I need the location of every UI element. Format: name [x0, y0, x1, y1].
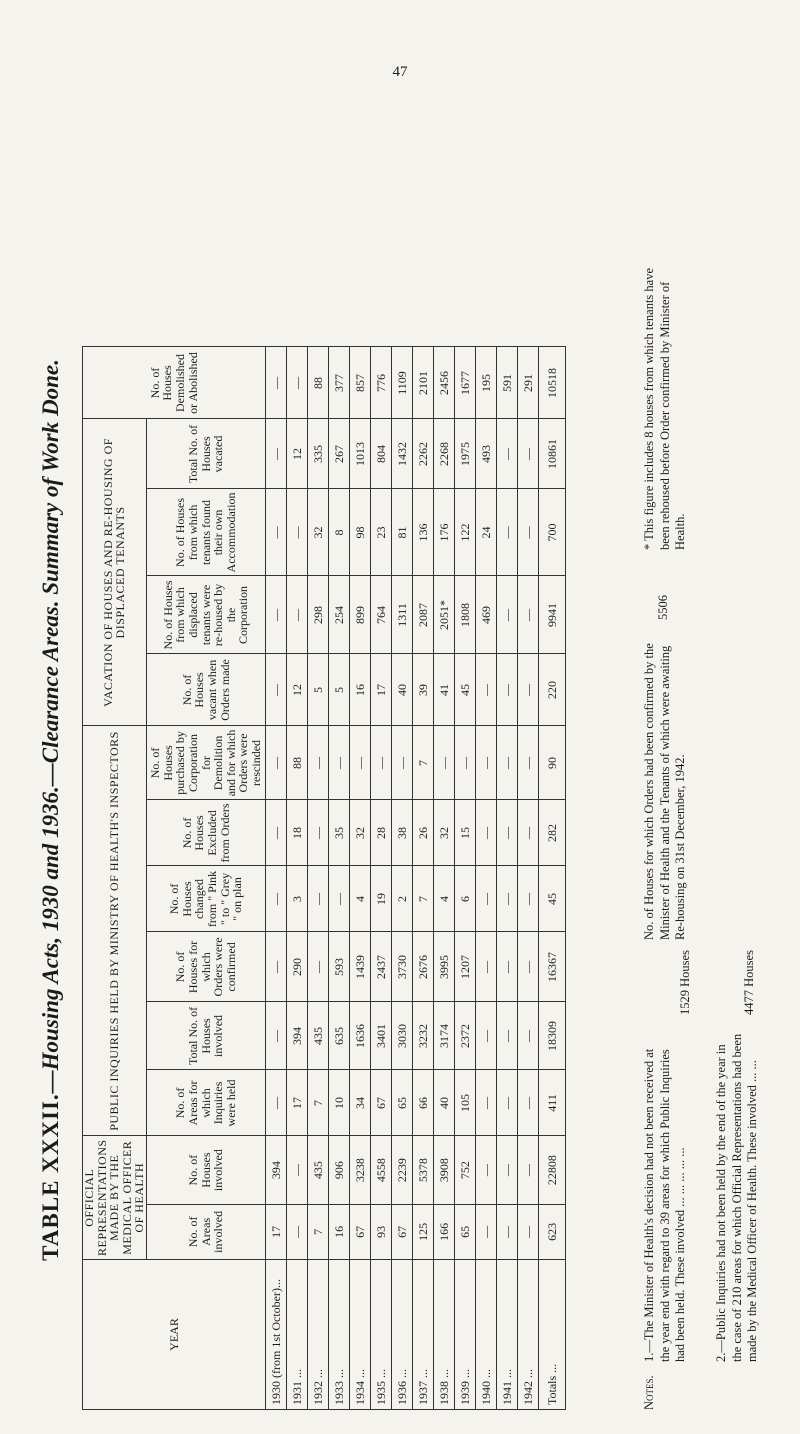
table-cell: — [496, 1136, 517, 1204]
total-cell: 623 [538, 1204, 565, 1259]
table-cell: 35 [328, 800, 349, 866]
table-cell: — [517, 932, 538, 1002]
col-header: Total No. of Houses vacated [146, 419, 265, 489]
year-cell: 1935 ... [370, 1260, 391, 1410]
table-cell: — [307, 726, 328, 800]
table-cell: 122 [454, 489, 475, 576]
table-cell: 2262 [412, 419, 433, 489]
table-cell: 1975 [454, 419, 475, 489]
table-row [475, 347, 496, 1410]
table-row [349, 347, 370, 1410]
table-cell: 41 [433, 654, 454, 726]
table-cell: 18 [286, 800, 307, 866]
year-cell: 1942 ... [517, 1260, 538, 1410]
table-cell: 1808 [454, 576, 475, 654]
table-cell: 377 [328, 347, 349, 419]
year-cell: 1941 ... [496, 1260, 517, 1410]
table-cell: 857 [349, 347, 370, 419]
table-cell: — [370, 726, 391, 800]
col-header: No. of Areas for which Inquiries were held [146, 1070, 265, 1136]
table-cell: — [433, 726, 454, 800]
table-cell: — [265, 419, 286, 489]
table-cell: 591 [496, 347, 517, 419]
table-cell: 899 [349, 576, 370, 654]
table-cell: — [517, 800, 538, 866]
table-cell: — [286, 576, 307, 654]
table-cell: 23 [370, 489, 391, 576]
table-cell: 290 [286, 932, 307, 1002]
group-vacation: VACATION OF HOUSES AND RE-HOUSING OF DISPLACED TENANTS [83, 419, 147, 726]
table-cell: 65 [391, 1070, 412, 1136]
table-row [391, 347, 412, 1410]
total-cell: 282 [538, 800, 565, 866]
table-cell: 93 [370, 1204, 391, 1259]
table-cell: 469 [475, 576, 496, 654]
note-3: No. of Houses for which Orders had been confirmed by the Minister of Health and the Tenants of which were awaiting Re-housing on 31st December, 1942. [642, 643, 688, 940]
table-cell: 16 [349, 654, 370, 726]
table-cell: — [517, 419, 538, 489]
table-cell: — [286, 489, 307, 576]
table-row [496, 347, 517, 1410]
col-header: Total No. of Houses involved [146, 1002, 265, 1070]
table-cell: — [475, 726, 496, 800]
table-cell: 493 [475, 419, 496, 489]
table-cell: — [475, 654, 496, 726]
table-cell: 3401 [370, 1002, 391, 1070]
table-cell: — [328, 726, 349, 800]
table-cell: 166 [433, 1204, 454, 1259]
table-cell: 66 [412, 1070, 433, 1136]
table-cell: — [496, 726, 517, 800]
table-cell: 394 [265, 1136, 286, 1204]
table-cell: 2372 [454, 1002, 475, 1070]
table-cell: 19 [370, 866, 391, 932]
table-row [412, 347, 433, 1410]
table-cell: — [496, 866, 517, 932]
table-cell: — [265, 576, 286, 654]
table-cell: — [454, 726, 475, 800]
year-cell: 1930 (from 1st October)... [265, 1260, 286, 1410]
rotated-page [32, 210, 772, 1410]
total-cell: 220 [538, 654, 565, 726]
table-cell: 1311 [391, 576, 412, 654]
table-cell: 435 [307, 1136, 328, 1204]
table-cell: 3030 [391, 1002, 412, 1070]
table-cell: — [517, 1136, 538, 1204]
table-cell: 40 [433, 1070, 454, 1136]
title-text: —Housing Acts, 1930 and 1936.—Clearance Areas. Summary of Work Done. [38, 359, 63, 1094]
table-cell: 136 [412, 489, 433, 576]
table-cell: 17 [265, 1204, 286, 1259]
table-cell: — [307, 800, 328, 866]
table-cell: — [349, 726, 370, 800]
table-cell: 195 [475, 347, 496, 419]
total-cell: 45 [538, 866, 565, 932]
table-row [328, 347, 349, 1410]
note-2-value: 4477 Houses [742, 950, 756, 1015]
table-cell: 764 [370, 576, 391, 654]
table-cell: 88 [286, 726, 307, 800]
table-cell: 17 [286, 1070, 307, 1136]
table-cell: 7 [307, 1204, 328, 1259]
table-cell: 12 [286, 419, 307, 489]
table-cell: — [475, 1204, 496, 1259]
table-row [517, 347, 538, 1410]
table-cell: — [475, 932, 496, 1002]
table-cell: 2087 [412, 576, 433, 654]
table-cell: 40 [391, 654, 412, 726]
clearance-table [82, 346, 566, 1410]
table-cell: 1432 [391, 419, 412, 489]
table-cell: — [517, 576, 538, 654]
table-cell: 10 [328, 1070, 349, 1136]
col-header: No. of Houses vacant when Orders made [146, 654, 265, 726]
title-prefix: TABLE XXXII. [38, 1093, 63, 1261]
table-cell: 176 [433, 489, 454, 576]
table-cell: 291 [517, 347, 538, 419]
year-cell: 1932 ... [307, 1260, 328, 1410]
table-cell: 2268 [433, 419, 454, 489]
group-inquiries: PUBLIC INQUIRIES HELD BY MINISTRY OF HEALTH'S INSPECTORS [83, 726, 147, 1136]
table-cell: — [475, 1136, 496, 1204]
table-cell: — [475, 866, 496, 932]
total-cell: 16367 [538, 932, 565, 1002]
table-cell: 3232 [412, 1002, 433, 1070]
table-cell: 4 [349, 866, 370, 932]
table-cell: — [265, 866, 286, 932]
table-cell: 5378 [412, 1136, 433, 1204]
col-header: No. of Houses changed from " Pink " to " Grey " on plan [146, 866, 265, 932]
table-cell: 1636 [349, 1002, 370, 1070]
table-cell: — [517, 489, 538, 576]
table-cell: 435 [307, 1002, 328, 1070]
table-cell: 38 [391, 800, 412, 866]
table-cell: 17 [370, 654, 391, 726]
table-cell: 3730 [391, 932, 412, 1002]
year-cell: 1940 ... [475, 1260, 496, 1410]
table-cell: — [475, 1070, 496, 1136]
table-cell: 15 [454, 800, 475, 866]
table-cell: — [517, 654, 538, 726]
table-cell: 1207 [454, 932, 475, 1002]
table-cell: — [286, 1136, 307, 1204]
total-cell: 9941 [538, 576, 565, 654]
year-header: YEAR [83, 1260, 266, 1410]
table-cell: — [496, 419, 517, 489]
year-cell: 1939 ... [454, 1260, 475, 1410]
table-cell: — [517, 866, 538, 932]
total-cell: 10518 [538, 347, 565, 419]
year-cell: 1936 ... [391, 1260, 412, 1410]
table-cell: — [307, 866, 328, 932]
table-cell: 906 [328, 1136, 349, 1204]
table-row [370, 347, 391, 1410]
table-cell: 1677 [454, 347, 475, 419]
table-cell: 298 [307, 576, 328, 654]
total-cell: 700 [538, 489, 565, 576]
table-cell: — [286, 347, 307, 419]
year-cell: 1938 ... [433, 1260, 454, 1410]
table-cell: — [265, 489, 286, 576]
table-cell: — [475, 1002, 496, 1070]
col-header: No. of Houses involved [146, 1136, 265, 1204]
year-cell: 1934 ... [349, 1260, 370, 1410]
table-cell: 81 [391, 489, 412, 576]
table-cell: — [496, 1002, 517, 1070]
table-cell: 394 [286, 1002, 307, 1070]
col-header: No. of Houses from which displaced tenants were re-housed by the Corporation [146, 576, 265, 654]
table-cell: — [307, 932, 328, 1002]
note-1-value: 1529 Houses [678, 950, 692, 1015]
group-official: OFFICIAL REPRESENTATIONS MADE BY THE MEDICAL OFFICER OF HEALTH [83, 1136, 147, 1260]
note-3-value: 5506 [656, 595, 670, 620]
table-cell: — [265, 1070, 286, 1136]
table-row [307, 347, 328, 1410]
table-cell: — [517, 726, 538, 800]
table-cell: — [496, 576, 517, 654]
table-cell: 98 [349, 489, 370, 576]
col-header: No. of Houses for which Orders were confirmed [146, 932, 265, 1002]
table-cell: 3 [286, 866, 307, 932]
table-cell: — [496, 489, 517, 576]
table-row [454, 347, 475, 1410]
note-footnote: * This figure includes 8 houses from which tenants have been rehoused before Order confirmed by Minister of Health. [642, 267, 688, 550]
table-cell: 2051* [433, 576, 454, 654]
col-header: No. of Houses Excluded from Orders [146, 800, 265, 866]
table-cell: 34 [349, 1070, 370, 1136]
table-title [38, 210, 64, 1410]
total-cell: 18309 [538, 1002, 565, 1070]
table-cell: 12 [286, 654, 307, 726]
table-cell: — [496, 1204, 517, 1259]
table-cell: 2 [391, 866, 412, 932]
table-cell: 32 [349, 800, 370, 866]
table-cell: 28 [370, 800, 391, 866]
col-header: No. of Areas involved [146, 1204, 265, 1259]
table-cell: — [517, 1002, 538, 1070]
table-cell: 3238 [349, 1136, 370, 1204]
table-row [433, 347, 454, 1410]
table-cell: 254 [328, 576, 349, 654]
total-cell: 411 [538, 1070, 565, 1136]
table-cell: — [265, 800, 286, 866]
notes-heading: Notes. [642, 1375, 656, 1410]
table-cell: 335 [307, 419, 328, 489]
year-cell: 1931 ... [286, 1260, 307, 1410]
table-cell: 752 [454, 1136, 475, 1204]
table-cell: 2239 [391, 1136, 412, 1204]
table-cell: 8 [328, 489, 349, 576]
table-cell: — [265, 347, 286, 419]
table-cell: — [496, 800, 517, 866]
col-header: No. of Houses purchased by Corporation for Demolition and for which Orders were rescinded [146, 726, 265, 800]
table-cell: 6 [454, 866, 475, 932]
total-cell: 90 [538, 726, 565, 800]
total-cell: 22808 [538, 1136, 565, 1204]
table-cell: 125 [412, 1204, 433, 1259]
table-cell: 1109 [391, 347, 412, 419]
col-header-demolished: No. of Houses Demolished or Abolished [83, 347, 266, 419]
table-cell: — [328, 866, 349, 932]
table-cell: 2676 [412, 932, 433, 1002]
table-cell: 39 [412, 654, 433, 726]
year-cell: 1937 ... [412, 1260, 433, 1410]
table-cell: 5 [328, 654, 349, 726]
col-header: No. of Houses from which tenants found their own Accommodation [146, 489, 265, 576]
table-cell: 776 [370, 347, 391, 419]
note-2: 2.—Public Inquiries had not been held by the end of the year in the case of 210 areas for which Official Representations had been made by the Medical Officer of Health. These involved ... ... [714, 1033, 760, 1362]
total-cell: 10861 [538, 419, 565, 489]
table-body [265, 347, 565, 1410]
table-cell: 4 [433, 866, 454, 932]
table-cell: — [265, 654, 286, 726]
table-cell: 3995 [433, 932, 454, 1002]
table-cell: — [496, 1070, 517, 1136]
table-cell: 16 [328, 1204, 349, 1259]
page-number: 47 [392, 64, 408, 80]
table-cell: — [391, 726, 412, 800]
totals-row [538, 347, 565, 1410]
table-cell: 26 [412, 800, 433, 866]
totals-label: Totals ... [538, 1260, 565, 1410]
table-cell: — [475, 800, 496, 866]
table-cell: 2101 [412, 347, 433, 419]
table-cell: 1013 [349, 419, 370, 489]
table-cell: — [265, 1002, 286, 1070]
table-cell: 2456 [433, 347, 454, 419]
table-row [265, 347, 286, 1410]
table-cell: — [265, 932, 286, 1002]
table-cell: 3174 [433, 1002, 454, 1070]
table-cell: 67 [370, 1070, 391, 1136]
table-cell: 3908 [433, 1136, 454, 1204]
table-cell: 804 [370, 419, 391, 489]
table-cell: 593 [328, 932, 349, 1002]
table-cell: 67 [391, 1204, 412, 1259]
table-cell: — [517, 1204, 538, 1259]
table-cell: 24 [475, 489, 496, 576]
note-1: 1.—The Minister of Health's decision had not been received at the year end with regard to 39 areas for which Public Inquiries had been held. These involved ... ... ... ... ... [642, 1048, 688, 1362]
table-cell: 5 [307, 654, 328, 726]
table-cell: — [517, 1070, 538, 1136]
table-cell: — [496, 932, 517, 1002]
table-cell: 7 [412, 866, 433, 932]
table-cell: 1439 [349, 932, 370, 1002]
table-cell: 267 [328, 419, 349, 489]
table-cell: 635 [328, 1002, 349, 1070]
table-cell: 105 [454, 1070, 475, 1136]
year-cell: 1933 ... [328, 1260, 349, 1410]
table-cell: 2437 [370, 932, 391, 1002]
table-cell: 32 [433, 800, 454, 866]
table-cell: 88 [307, 347, 328, 419]
table-cell: 45 [454, 654, 475, 726]
table-row [286, 347, 307, 1410]
table-cell: 65 [454, 1204, 475, 1259]
table-cell: — [265, 726, 286, 800]
table-cell: 7 [412, 726, 433, 800]
table-cell: 32 [307, 489, 328, 576]
table-cell: 7 [307, 1070, 328, 1136]
table-cell: 4558 [370, 1136, 391, 1204]
table-cell: 67 [349, 1204, 370, 1259]
table-cell: — [286, 1204, 307, 1259]
table-cell: — [496, 654, 517, 726]
